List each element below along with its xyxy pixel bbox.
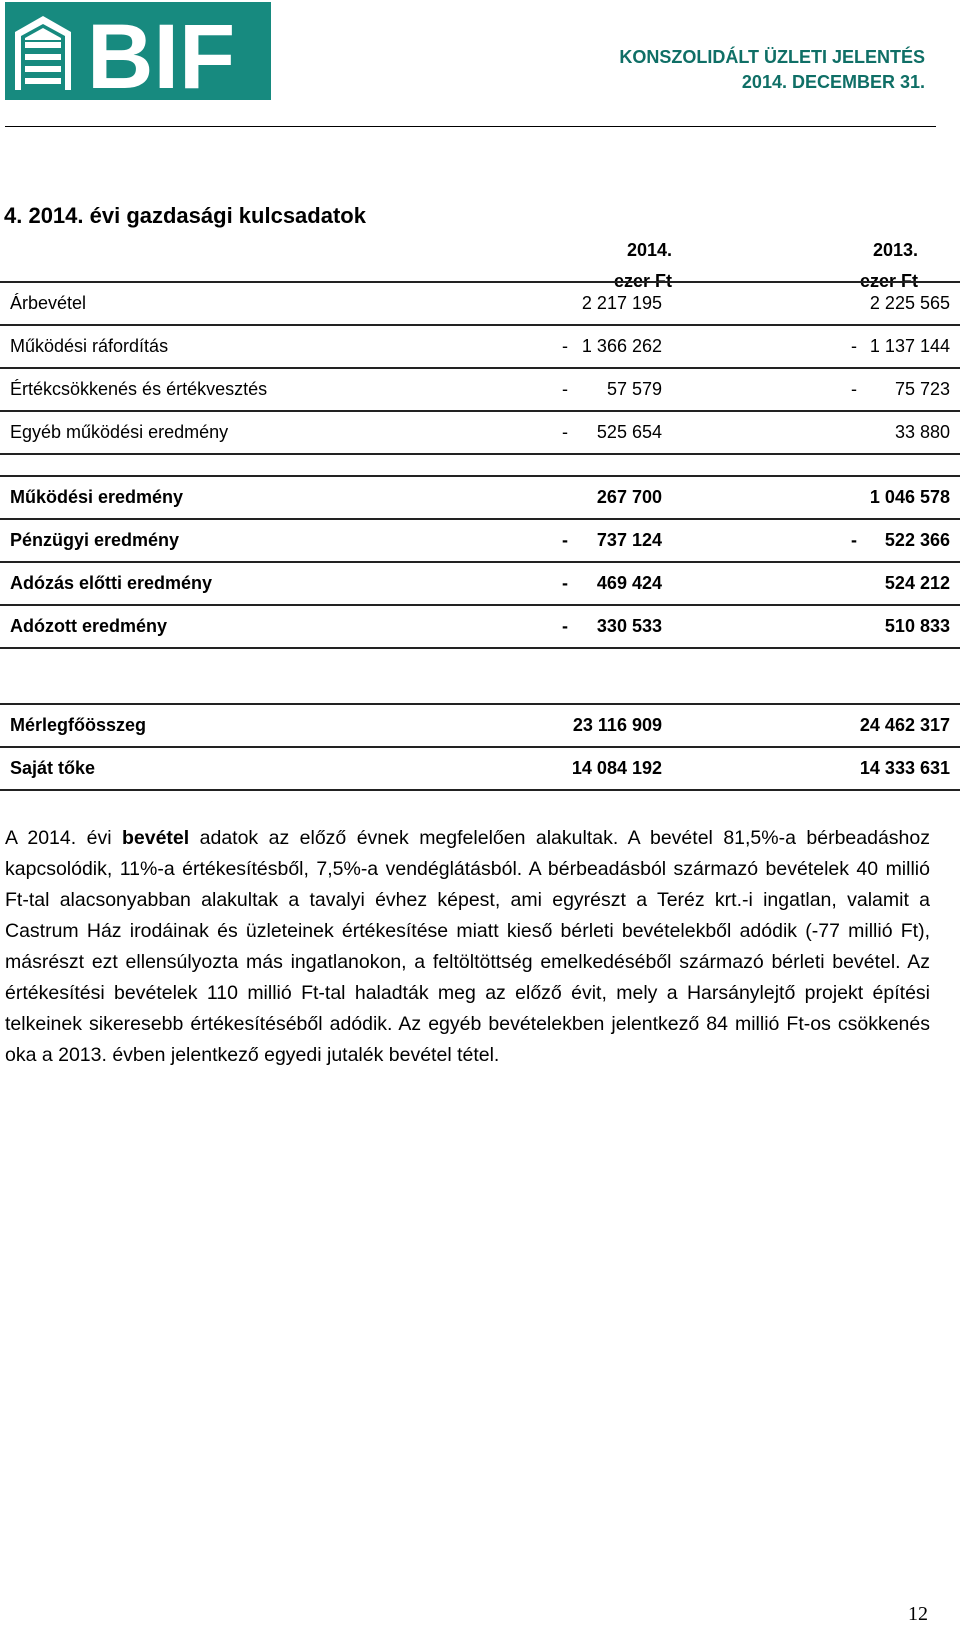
table-row — [0, 606, 960, 649]
value-2014: 23 116 909 — [572, 715, 662, 735]
value-2013: 1 137 144 — [869, 336, 950, 356]
paragraph-emphasis: bevétel — [121, 827, 190, 849]
report-date: 2014. DECEMBER 31. — [741, 72, 925, 92]
column-year: 2013. — [872, 240, 918, 260]
table-row — [0, 563, 960, 606]
value-2014: 737 124 — [596, 530, 662, 550]
table-group-results — [0, 475, 960, 649]
value-sign-2014: - — [562, 336, 568, 356]
row-label: Adózás előtti eredmény — [10, 573, 213, 593]
value-2014: 267 700 — [596, 487, 662, 507]
logo-text: BIF — [87, 6, 236, 100]
row-label: Értékcsökkenés és értékvesztés — [10, 379, 268, 399]
report-header — [619, 45, 925, 95]
page-number: 12 — [908, 1603, 928, 1625]
table-row — [0, 705, 960, 748]
value-sign-2014: - — [562, 379, 568, 399]
value-sign-2013: - — [851, 336, 857, 356]
table-group-balance — [0, 703, 960, 791]
table-row — [0, 326, 960, 369]
row-label: Árbevétel — [10, 293, 87, 313]
value-2013: 2 225 565 — [869, 293, 950, 313]
commentary-paragraph — [5, 823, 930, 1071]
value-2013: 14 333 631 — [859, 758, 950, 778]
value-2014: 330 533 — [596, 616, 662, 636]
value-2013: 524 212 — [884, 573, 950, 593]
report-title: KONSZOLIDÁLT ÜZLETI JELENTÉS — [619, 47, 925, 67]
value-2014: 525 654 — [596, 422, 662, 442]
value-2014: 469 424 — [596, 573, 662, 593]
header-divider — [5, 126, 936, 127]
column-unit: ezer Ft — [859, 271, 918, 291]
value-2013: 33 880 — [894, 422, 950, 442]
table-row — [0, 520, 960, 563]
paragraph-text: adatok az előző évnek megfelelően alakultak. A bevétel 81,5%-a bérbeadáshoz kapcsolódik, 11%-a értékesítésből, 7,5%-a vendéglátásból. A bérbeadásból származó bevételek 40 millió Ft-tal alacsonyabban alakultak a tavalyi évhez képest, ami egyrészt a Teréz krt.-i ingatlan, valamit a Castrum Ház irodáinak és üzleteinek értékesítése miatt kieső bérleti bevételekből adódik (-77 millió Ft), másrészt ezt ellensúlyozta más ingatlanokon, a feltöltöttség emelkedéséből származó bérleti bevétel. Az értékesítési bevételek 110 millió Ft-tal haladták meg az előző évit, mely a Harsánylejtő projekt építési telkeinek sikeresebb értékesítéséből adódik. Az egyéb bevételekben jelentkező 84 millió Ft-os csökkenés oka a 2013. évben jelentkező egyedi jutalék bevétel tétel. — [5, 827, 930, 1066]
value-2013: 24 462 317 — [859, 715, 950, 735]
value-2014: 2 217 195 — [581, 293, 662, 313]
row-label: Adózott eredmény — [10, 616, 168, 636]
value-sign-2013: - — [851, 530, 857, 550]
value-2013: 510 833 — [884, 616, 950, 636]
value-sign-2014: - — [562, 616, 568, 636]
row-label: Egyéb működési eredmény — [10, 422, 229, 442]
value-sign-2014: - — [562, 573, 568, 593]
section-title: 4. 2014. évi gazdasági kulcsadatok — [4, 203, 366, 228]
value-sign-2014: - — [562, 530, 568, 550]
row-label: Működési eredmény — [10, 487, 184, 507]
value-2014: 1 366 262 — [581, 336, 662, 356]
row-label: Pénzügyi eredmény — [10, 530, 180, 550]
row-label: Mérlegfőösszeg — [10, 715, 147, 735]
column-unit: ezer Ft — [613, 271, 672, 291]
table-row — [0, 283, 960, 326]
table-row — [0, 369, 960, 412]
value-sign-2013: - — [851, 379, 857, 399]
value-2014: 57 579 — [606, 379, 662, 399]
row-label: Működési ráfordítás — [10, 336, 169, 356]
value-sign-2014: - — [562, 422, 568, 442]
column-year: 2014. — [626, 240, 672, 260]
value-2013: 75 723 — [894, 379, 950, 399]
company-logo — [5, 2, 271, 100]
value-2013: 522 366 — [884, 530, 950, 550]
paragraph-text: A 2014. évi — [5, 827, 122, 849]
value-2014: 14 084 192 — [571, 758, 662, 778]
table-row — [0, 477, 960, 520]
table-group-revenue — [0, 281, 960, 455]
value-2013: 1 046 578 — [869, 487, 950, 507]
row-label: Saját tőke — [10, 758, 96, 778]
table-row — [0, 748, 960, 791]
table-row — [0, 412, 960, 455]
